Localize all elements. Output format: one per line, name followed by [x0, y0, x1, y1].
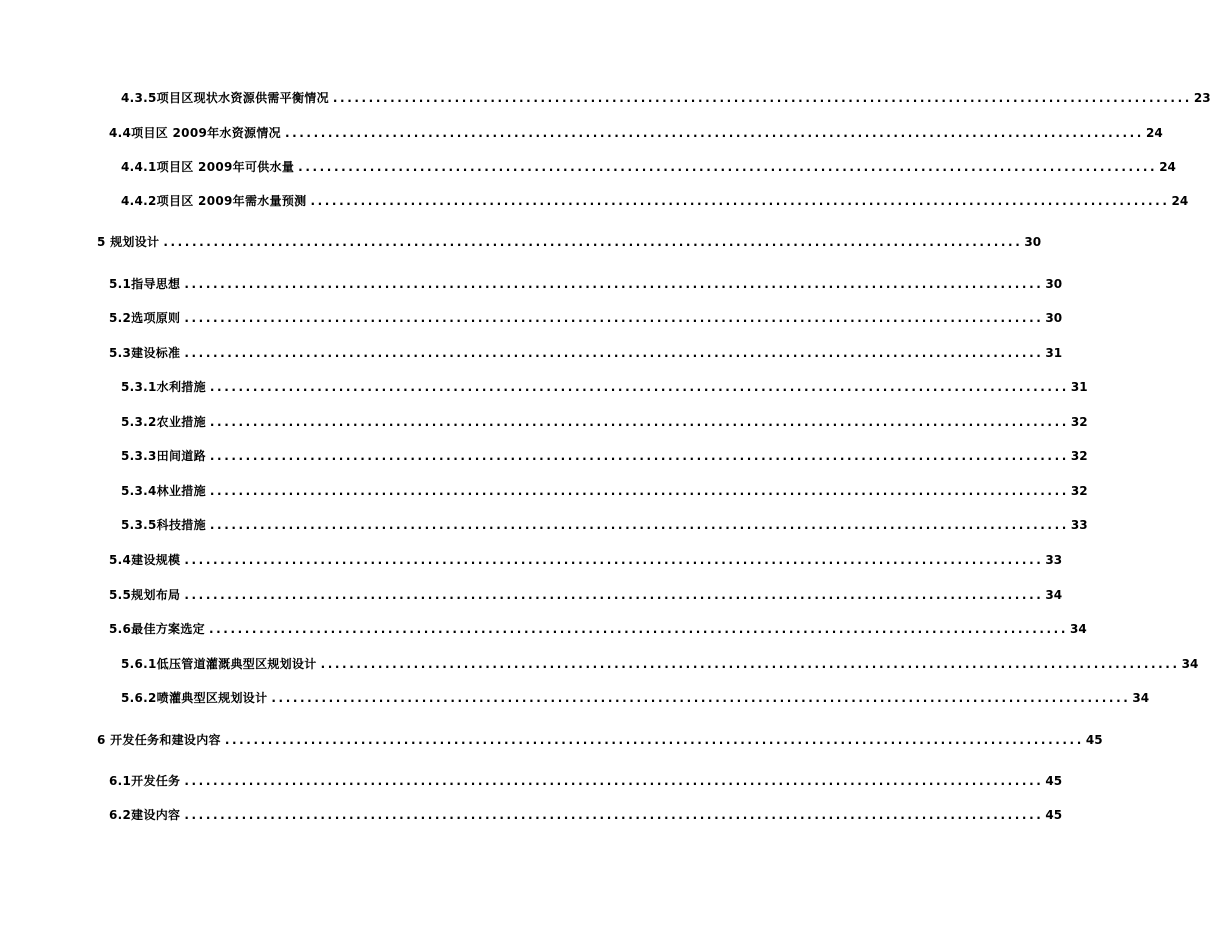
- toc-page-number: 31: [1070, 380, 1088, 394]
- toc-leader-dots: ........................................................................................................................: [184, 808, 1044, 822]
- toc-page-number: 32: [1070, 484, 1088, 498]
- toc-page-number: 30: [1045, 311, 1063, 325]
- toc-leader-dots: ........................................................................................................................: [208, 622, 1068, 636]
- toc-page-number: 45: [1045, 808, 1063, 822]
- toc-entry-title: 4.4.1项目区 2009年可供水量: [121, 160, 295, 174]
- toc-page-number: 45: [1085, 733, 1103, 747]
- toc-leader-dots: ........................................................................................................................: [320, 657, 1180, 671]
- toc-entry[interactable]: [121, 655, 1199, 673]
- toc-entry-title: 5.6.1低压管道灌溉典型区规划设计: [121, 657, 317, 671]
- toc-entry[interactable]: [121, 689, 1150, 707]
- toc-entry[interactable]: [109, 806, 1063, 824]
- toc-page-number: 24: [1145, 126, 1163, 140]
- toc-entry[interactable]: [109, 124, 1163, 142]
- toc-leader-dots: ........................................................................................................................: [209, 380, 1069, 394]
- toc-entry-title: 5.6.2喷灌典型区规划设计: [121, 691, 268, 705]
- toc-leader-dots: ........................................................................................................................: [209, 449, 1069, 463]
- toc-page-number: 34: [1132, 691, 1150, 705]
- toc-entry-title: 5.4建设规模: [109, 553, 181, 567]
- toc-entry-title: 5.3.3田间道路: [121, 449, 206, 463]
- toc-entry[interactable]: [109, 275, 1063, 293]
- toc-entry-title: 5.3.2农业措施: [121, 415, 206, 429]
- toc-page-number: 32: [1070, 415, 1088, 429]
- toc-leader-dots: ........................................................................................................................: [163, 235, 1023, 249]
- toc-leader-dots: ........................................................................................................................: [184, 774, 1044, 788]
- toc-page-number: 34: [1181, 657, 1199, 671]
- toc-entry-title: 5.6最佳方案选定: [109, 622, 205, 636]
- toc-page-number: 45: [1045, 774, 1063, 788]
- toc-entry[interactable]: [109, 551, 1063, 569]
- toc-leader-dots: ........................................................................................................................: [184, 277, 1044, 291]
- toc-page-number: 24: [1171, 194, 1189, 208]
- toc-entry[interactable]: [121, 158, 1176, 176]
- toc-entry[interactable]: [109, 344, 1063, 362]
- toc-entry[interactable]: [121, 482, 1088, 500]
- toc-page-number: 23: [1193, 91, 1211, 105]
- toc-leader-dots: ........................................................................................................................: [209, 415, 1069, 429]
- toc-entry[interactable]: [121, 378, 1088, 396]
- toc-page-number: 24: [1159, 160, 1176, 174]
- toc-entry[interactable]: [97, 233, 1042, 251]
- toc-leader-dots: ........................................................................................................................: [209, 484, 1069, 498]
- toc-page-number: 33: [1070, 518, 1088, 532]
- toc-leader-dots: ........................................................................................................................: [224, 733, 1084, 747]
- toc-entry-title: 6.1开发任务: [109, 774, 181, 788]
- toc-entry-title: 5.2选项原则: [109, 311, 181, 325]
- toc-entry[interactable]: [109, 772, 1063, 790]
- toc-entry[interactable]: [121, 192, 1189, 210]
- toc-page-number: 32: [1070, 449, 1088, 463]
- toc-entry-title: 5 规划设计: [97, 235, 160, 249]
- toc-leader-dots: ........................................................................................................................: [298, 160, 1158, 174]
- toc-page-number: 34: [1045, 588, 1063, 602]
- toc-leader-dots: ........................................................................................................................: [271, 691, 1131, 705]
- toc-leader-dots: ........................................................................................................................: [184, 588, 1044, 602]
- toc-entry-title: 5.3.4林业措施: [121, 484, 206, 498]
- toc-entry[interactable]: [121, 447, 1088, 465]
- toc-leader-dots: ........................................................................................................................: [184, 346, 1044, 360]
- toc-entry[interactable]: [121, 516, 1088, 534]
- toc-entry-title: 5.3.5科技措施: [121, 518, 206, 532]
- toc-entry-title: 4.3.5项目区现状水资源供需平衡情况: [121, 91, 329, 105]
- toc-entry[interactable]: [97, 731, 1103, 749]
- toc-entry-title: 4.4项目区 2009年水资源情况: [109, 126, 281, 140]
- toc-leader-dots: ........................................................................................................................: [184, 553, 1044, 567]
- toc-page-number: 33: [1045, 553, 1063, 567]
- toc-page-number: 34: [1070, 622, 1087, 636]
- toc-entry[interactable]: [121, 413, 1088, 431]
- toc-entry-title: 5.3建设标准: [109, 346, 181, 360]
- toc-entry-title: 6.2建设内容: [109, 808, 181, 822]
- toc-entry-title: 5.1指导思想: [109, 277, 181, 291]
- toc-entry-title: 5.3.1水利措施: [121, 380, 206, 394]
- toc-leader-dots: ........................................................................................................................: [332, 91, 1192, 105]
- toc-entry[interactable]: [109, 309, 1063, 327]
- toc-entry-title: 6 开发任务和建设内容: [97, 733, 221, 747]
- toc-leader-dots: ........................................................................................................................: [184, 311, 1044, 325]
- toc-entry[interactable]: [121, 89, 1211, 107]
- toc-leader-dots: ........................................................................................................................: [209, 518, 1069, 532]
- toc-entry-title: 5.5规划布局: [109, 588, 181, 602]
- toc-entry[interactable]: [109, 620, 1087, 638]
- toc-leader-dots: ........................................................................................................................: [310, 194, 1170, 208]
- toc-entry[interactable]: [109, 586, 1063, 604]
- toc-page-number: 30: [1045, 277, 1063, 291]
- toc-entry-title: 4.4.2项目区 2009年需水量预测: [121, 194, 307, 208]
- toc-page-number: 30: [1024, 235, 1042, 249]
- toc-page-number: 31: [1045, 346, 1063, 360]
- toc-leader-dots: ........................................................................................................................: [284, 126, 1144, 140]
